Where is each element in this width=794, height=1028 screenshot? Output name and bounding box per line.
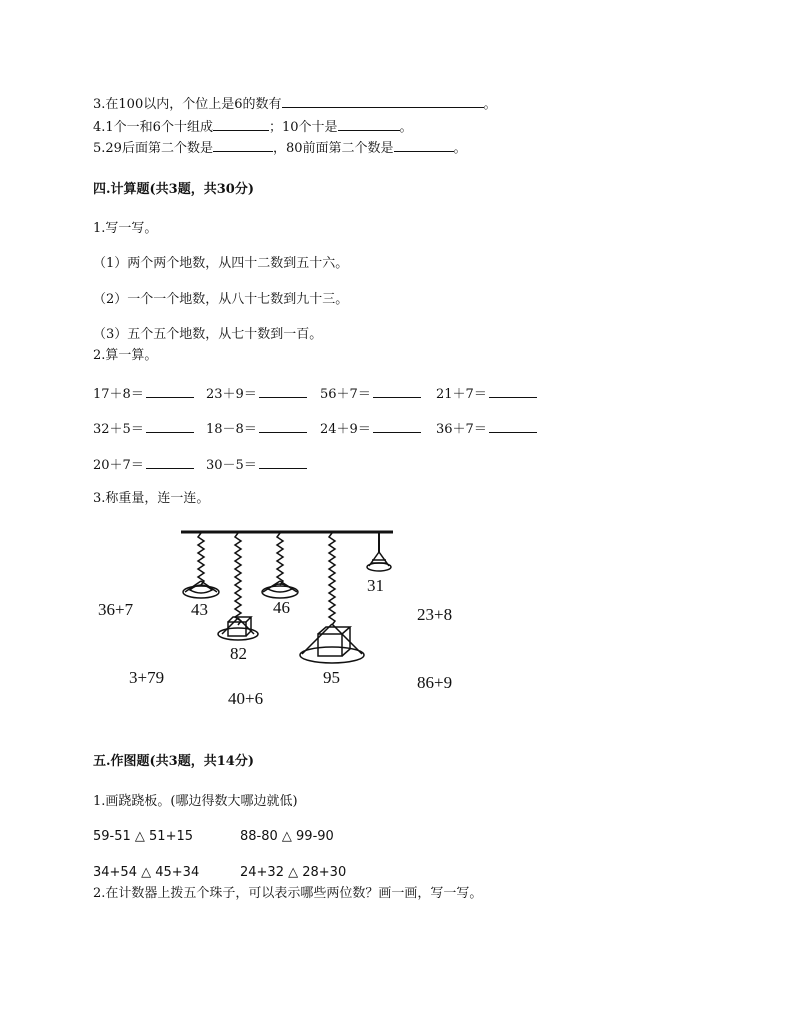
s4-q2-title: 2.算一算。	[93, 348, 158, 363]
calc-expression: 18－8＝	[206, 422, 257, 437]
question-5-sep: ，80前面第二个数是	[272, 141, 394, 156]
question-5-end: 。	[453, 141, 467, 156]
spring	[277, 533, 283, 585]
s5-q1-title: 1.画跷跷板。(哪边得数大哪边就低)	[93, 794, 298, 809]
weight-object	[371, 560, 387, 563]
question-5-text: 5.29后面第二个数是	[93, 141, 213, 156]
comparison-item: 88-80 △ 99-90	[240, 829, 334, 844]
scale-pan	[367, 563, 391, 571]
s4-q1-title: 1.写一写。	[93, 221, 158, 236]
calc-expression: 30－5＝	[206, 458, 257, 473]
s5-q2-title: 2.在计数器上拨五个珠子，可以表示哪些两位数？画一画，写一写。	[93, 886, 483, 901]
weight-label: 46	[273, 598, 290, 617]
calc-expression: 17＋8＝	[93, 387, 144, 402]
weight-label: 82	[230, 644, 247, 663]
expression-label: 3+79	[129, 668, 165, 687]
spring	[235, 533, 241, 625]
spring	[329, 533, 335, 625]
scale-pan	[218, 628, 258, 640]
section-4-title: 四.计算题(共3题，共30分)	[93, 182, 254, 197]
scale-pan	[300, 647, 364, 663]
calc-expression: 23＋9＝	[206, 387, 257, 402]
weight-label: 43	[191, 600, 208, 619]
expression-label: 36+7	[98, 600, 134, 619]
weight-object	[318, 634, 342, 656]
scale-pan	[222, 618, 254, 634]
question-3-text: 3.在100以内，个位上是6的数有	[93, 97, 282, 112]
weight-object	[268, 584, 292, 592]
s4-q3-title: 3.称重量，连一连。	[93, 491, 210, 506]
expression-label: 40+6	[228, 689, 264, 708]
question-4-sep: ；10个十是	[268, 120, 338, 135]
calc-expression: 32＋5＝	[93, 422, 144, 437]
question-3-end: 。	[483, 97, 497, 112]
calc-expression: 36＋7＝	[436, 422, 487, 437]
calc-expression: 21＋7＝	[436, 387, 487, 402]
calc-expression: 20＋7＝	[93, 458, 144, 473]
weight-label: 31	[367, 576, 384, 595]
scale-pan	[183, 586, 219, 598]
calc-expression: 56＋7＝	[320, 387, 371, 402]
comparison-item: 59-51 △ 51+15	[93, 829, 194, 844]
comparison-item: 24+32 △ 28+30	[240, 865, 347, 880]
s4-q1-item-3: （3）五个五个地数，从七十数到一百。	[93, 327, 323, 342]
calc-expression: 24＋9＝	[320, 422, 371, 437]
weight-label: 95	[323, 668, 340, 687]
expression-label: 86+9	[417, 673, 453, 692]
weight-object	[318, 627, 350, 656]
question-4-text: 4.1个一和6个十组成	[93, 120, 213, 135]
spring	[198, 533, 204, 585]
s4-q1-item-1: （1）两个两个地数，从四十二数到五十六。	[93, 256, 349, 271]
s4-q1-item-2: （2）一个一个地数，从八十七数到九十三。	[93, 292, 349, 307]
expression-label: 23+8	[417, 605, 453, 624]
comparison-item: 34+54 △ 45+34	[93, 865, 200, 880]
question-4-end: 。	[399, 120, 413, 135]
section-5-title: 五.作图题(共3题，共14分)	[93, 754, 254, 769]
